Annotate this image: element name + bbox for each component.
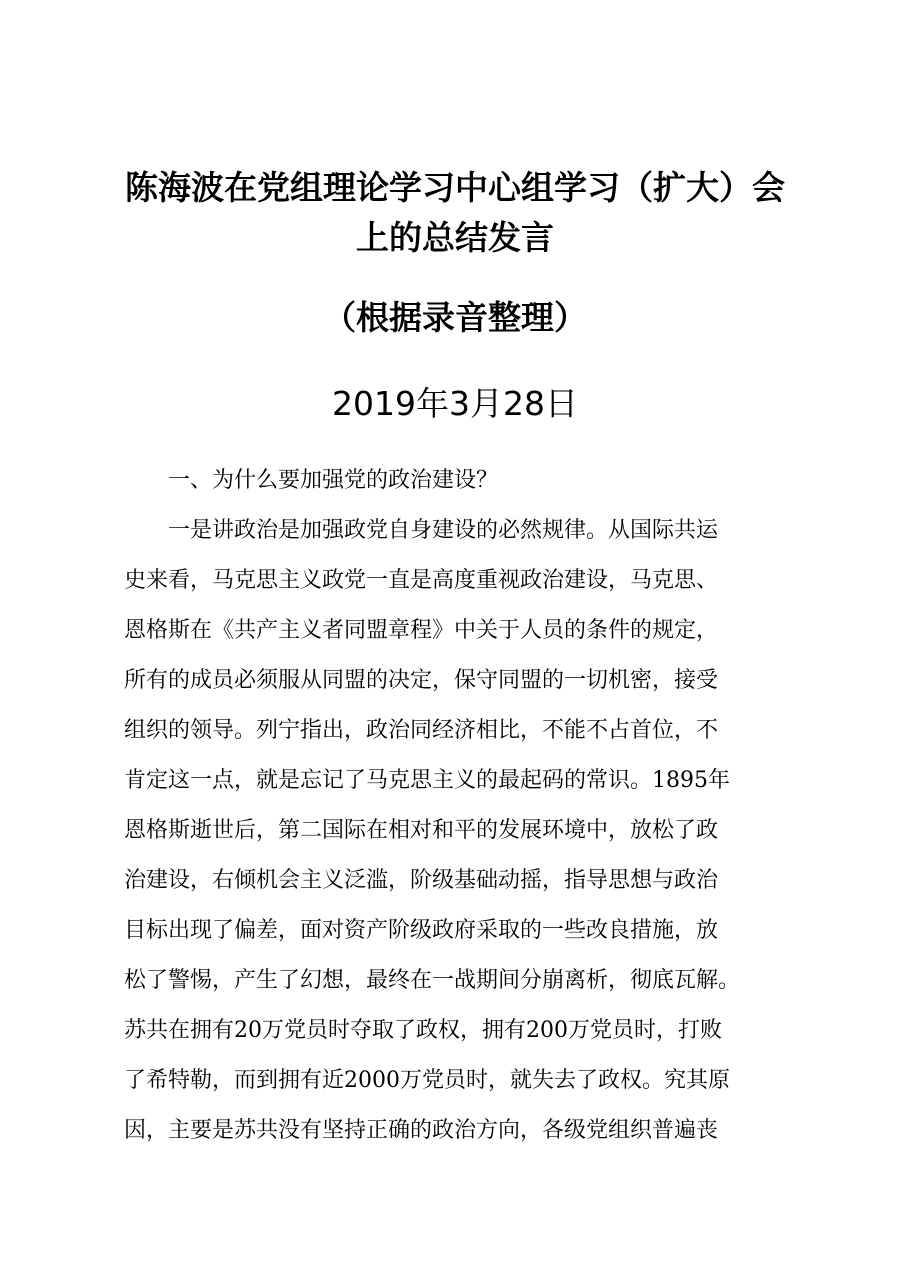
body-line: 组织的领导。列宁指出，政治同经济相比，不能不占首位，不 bbox=[124, 718, 719, 743]
document-title-line-1: 陈海波在党组理论学习中心组学习（扩大）会 bbox=[125, 168, 785, 207]
body-line: 治建设，右倾机会主义泛滥，阶级基础动摇，指导思想与政治 bbox=[124, 868, 719, 893]
document-subtitle: （根据录音整理） bbox=[323, 298, 587, 337]
body-line: 松了警惕，产生了幻想，最终在一战期间分崩离析，彻底瓦解。 bbox=[124, 968, 741, 993]
body-line: 目标出现了偏差，面对资产阶级政府采取的一些改良措施，放 bbox=[124, 918, 719, 943]
body-line: 苏共在拥有20万党员时夺取了政权，拥有200万党员时，打败 bbox=[124, 1018, 722, 1043]
body-line: 一是讲政治是加强政党自身建设的必然规律。从国际共运 bbox=[124, 518, 719, 543]
body-line: 恩格斯逝世后，第二国际在相对和平的发展环境中，放松了政 bbox=[124, 818, 719, 843]
body-line: 肯定这一点，就是忘记了马克思主义的最起码的常识。1895年 bbox=[124, 768, 730, 793]
body-line: 史来看，马克思主义政党一直是高度重视政治建设，马克思、 bbox=[124, 568, 719, 593]
body-line: 因，主要是苏共没有坚持正确的政治方向，各级党组织普遍丧 bbox=[124, 1118, 719, 1143]
document-date: 2019年3月28日 bbox=[332, 384, 578, 423]
document-title-line-2: 上的总结发言 bbox=[356, 218, 554, 257]
body-line: 所有的成员必须服从同盟的决定，保守同盟的一切机密，接受 bbox=[124, 668, 719, 693]
body-line: 一、为什么要加强党的政治建设？ bbox=[124, 468, 499, 493]
body-line: 恩格斯在《共产主义者同盟章程》中关于人员的条件的规定， bbox=[124, 618, 719, 643]
body-line: 了希特勒，而到拥有近2000万党员时，就失去了政权。究其原 bbox=[124, 1068, 730, 1093]
